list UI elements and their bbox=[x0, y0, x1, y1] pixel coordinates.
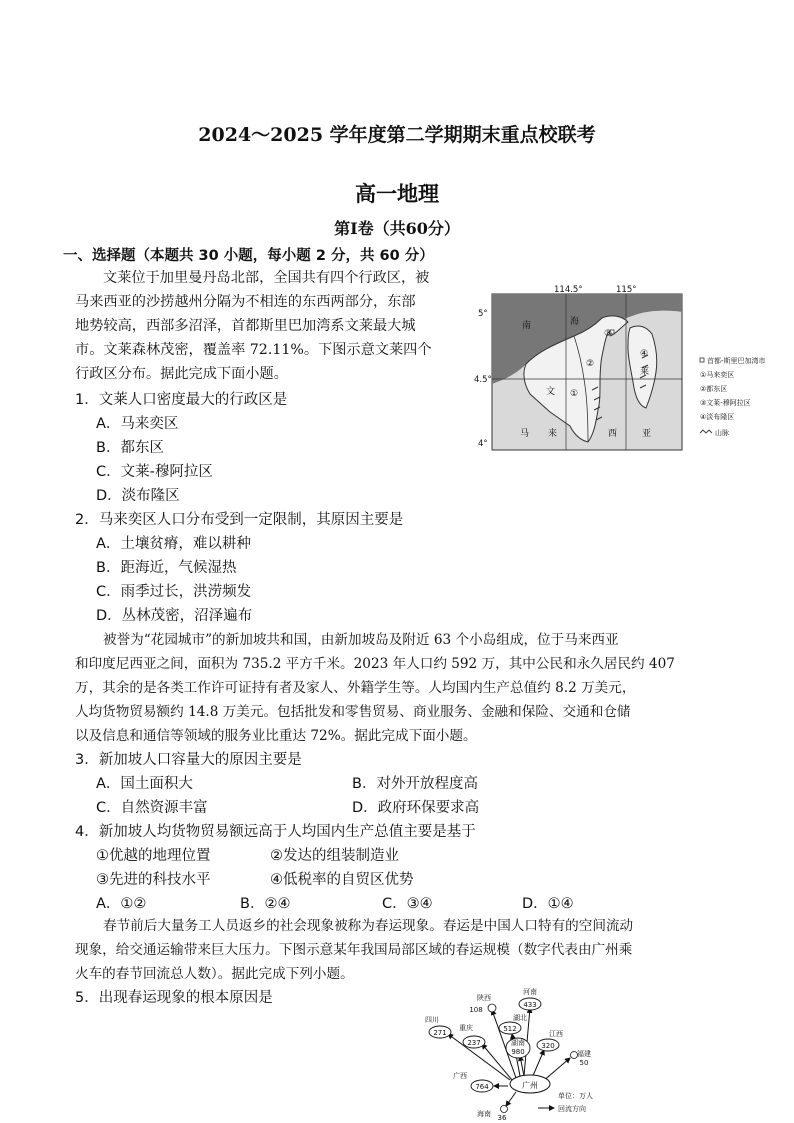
question-stem: 4．新加坡人均货物贸易额远高于人均国内生产总值主要是基于 bbox=[75, 824, 476, 840]
lat-label: 5° bbox=[478, 309, 488, 319]
legend-item: ①马来奕区 bbox=[700, 371, 735, 379]
option-b[interactable]: B．②④ bbox=[240, 896, 291, 912]
legend-item: 山脉 bbox=[715, 429, 729, 437]
node-name: 重庆 bbox=[459, 1024, 473, 1032]
question-stem: 1．文莱人口密度最大的行政区是 bbox=[75, 392, 288, 408]
unit-label: 单位：万人 bbox=[558, 1092, 593, 1100]
option-d[interactable]: D．政府环保要求高 bbox=[352, 800, 480, 816]
question-stem: 2．马来奕区人口分布受到一定限制，其原因主要是 bbox=[75, 512, 404, 528]
exam-title: 2024～2025 学年度第二学期期末重点校联考 bbox=[198, 124, 596, 146]
node-value: 271 bbox=[433, 1029, 447, 1037]
section-heading: 一、选择题（本题共 30 小题，每小题 2 分，共 60 分） bbox=[63, 248, 434, 264]
passage1-line: 行政区分布。据此完成下面小题。 bbox=[75, 366, 288, 382]
volume-title: 第Ⅰ卷（共60分） bbox=[334, 219, 460, 238]
mountain-icon bbox=[700, 430, 712, 433]
question-stem: 5．出现春运现象的根本原因是 bbox=[75, 990, 273, 1006]
option-a[interactable]: A．国土面积大 bbox=[96, 776, 193, 792]
brunei-map bbox=[470, 284, 790, 454]
statement-item: ④低税率的自贸区优势 bbox=[270, 872, 414, 888]
legend-item: ③文莱-穆阿拉区 bbox=[700, 399, 751, 407]
statement-item: ③先进的科技水平 bbox=[96, 872, 211, 888]
origin-label: 广州 bbox=[522, 1081, 538, 1090]
passage1-line: 文莱位于加里曼丹岛北部，全国共有四个行政区，被 bbox=[103, 270, 430, 286]
node-name: 四川 bbox=[425, 1016, 439, 1024]
node-value: 764 bbox=[475, 1083, 489, 1091]
lon-label: 115° bbox=[616, 285, 637, 295]
region-label-ma: 马 bbox=[520, 429, 530, 439]
region-label-lai: 来 bbox=[548, 429, 558, 439]
node-name: 陕西 bbox=[477, 994, 491, 1002]
option-b[interactable]: B．距海近，气候湿热 bbox=[96, 560, 237, 576]
passage2-line: 人均货物贸易额约 14.8 万美元。包括批发和零售贸易、商业服务、金融和保险、交通和仓储 bbox=[75, 704, 631, 720]
sea-label-1: 南 bbox=[522, 321, 532, 331]
option-a[interactable]: A．土壤贫瘠，难以耕种 bbox=[96, 536, 251, 552]
question-stem: 3．新加坡人口容量大的原因主要是 bbox=[75, 752, 302, 768]
statement-item: ①优越的地理位置 bbox=[96, 848, 211, 864]
option-c[interactable]: C．③④ bbox=[382, 896, 433, 912]
lat-label: 4.5° bbox=[474, 375, 492, 385]
option-c[interactable]: C．文莱-穆阿拉区 bbox=[96, 464, 213, 480]
lat-label: 4° bbox=[478, 439, 488, 449]
legend-item: ②都东区 bbox=[700, 385, 728, 393]
passage2-line: 和印度尼西亚之间，面积为 735.2 平方千米。2023 年人口约 592 万，其中公民和永久居民约 407 bbox=[75, 656, 675, 672]
country-label-2: 莱 bbox=[640, 367, 650, 377]
arrow-legend-label: 回流方向 bbox=[558, 1105, 586, 1113]
passage2-line: 以及信息和通信等领域的服务业比重达 72%。据此完成下面小题。 bbox=[75, 728, 477, 744]
legend-item: 首都-斯里巴加湾市 bbox=[707, 357, 766, 365]
node-name: 河南 bbox=[523, 988, 537, 996]
node-value: 433 bbox=[523, 1001, 537, 1009]
sea-label-2: 海 bbox=[570, 317, 580, 327]
lon-label: 114.5° bbox=[554, 285, 583, 295]
passage1-line: 市。文莱森林茂密，覆盖率 72.11%。下图示意文莱四个 bbox=[75, 342, 432, 358]
legend-item: ④淡布隆区 bbox=[700, 413, 735, 421]
option-c[interactable]: C．自然资源丰富 bbox=[96, 800, 208, 816]
node-name: 海南 bbox=[477, 1110, 491, 1118]
option-d[interactable]: D．淡布隆区 bbox=[96, 488, 180, 504]
node-name: 江西 bbox=[549, 1030, 563, 1038]
passage1-line: 地势较高，西部多沼泽，首都斯里巴加湾系文莱最大城 bbox=[75, 318, 416, 334]
passage2-line: 万，其余的是各类工作许可证持有者及家人、外籍学生等。人均国内生产总值约 8.2 万美元， bbox=[75, 680, 636, 696]
option-d[interactable]: D．丛林茂密，沼泽遍布 bbox=[96, 608, 253, 624]
migration-flow-diagram bbox=[420, 982, 620, 1122]
node-value: 237 bbox=[467, 1039, 481, 1047]
node-value: 320 bbox=[541, 1042, 555, 1050]
passage2-line: 被誉为“花园城市”的新加坡共和国，由新加坡岛及附近 63 个小岛组成，位于马来西亚 bbox=[103, 632, 619, 648]
option-b[interactable]: B．对外开放程度高 bbox=[352, 776, 478, 792]
district-number: ④ bbox=[640, 349, 649, 359]
subject-title: 高一地理 bbox=[355, 181, 439, 206]
passage3-line: 现象，给交通运输带来巨大压力。下图示意某年我国局部区域的春运规模（数字代表由广州乘 bbox=[75, 942, 633, 958]
option-d[interactable]: D．①④ bbox=[522, 896, 574, 912]
node-name: 广西 bbox=[453, 1072, 467, 1080]
node-name: 湖北 bbox=[513, 1014, 527, 1022]
node-value: 50 bbox=[579, 1059, 589, 1067]
passage1-line: 马来西亚的沙捞越州分隔为不相连的东西两部分，东部 bbox=[75, 294, 416, 310]
region-label-xi: 西 bbox=[608, 429, 618, 439]
node-name: 湖南 bbox=[511, 1039, 525, 1047]
statement-item: ②发达的组装制造业 bbox=[270, 848, 399, 864]
district-number: ② bbox=[586, 359, 595, 369]
region-label-ya: 亚 bbox=[642, 429, 652, 439]
option-c[interactable]: C．雨季过长，洪涝频发 bbox=[96, 584, 252, 600]
option-b[interactable]: B．都东区 bbox=[96, 440, 164, 456]
node-name: 福建 bbox=[577, 1050, 591, 1058]
option-a[interactable]: A．马来奕区 bbox=[96, 416, 179, 432]
node-value: 36 bbox=[497, 1114, 507, 1122]
node-value: 512 bbox=[503, 1025, 517, 1033]
passage3-line: 春节前后大量务工人员返乡的社会现象被称为春运现象。春运是中国人口特有的空间流动 bbox=[103, 918, 634, 934]
node-value: 108 bbox=[469, 1006, 483, 1014]
node-value: 980 bbox=[511, 1048, 525, 1056]
country-label-1: 文 bbox=[546, 387, 556, 397]
option-a[interactable]: A．①② bbox=[96, 896, 147, 912]
map-legend bbox=[700, 356, 766, 437]
district-number: ③ bbox=[604, 329, 613, 339]
district-number: ① bbox=[570, 389, 579, 399]
passage3-line: 火车的春节回流总人数）。据此完成下列小题。 bbox=[75, 966, 354, 982]
